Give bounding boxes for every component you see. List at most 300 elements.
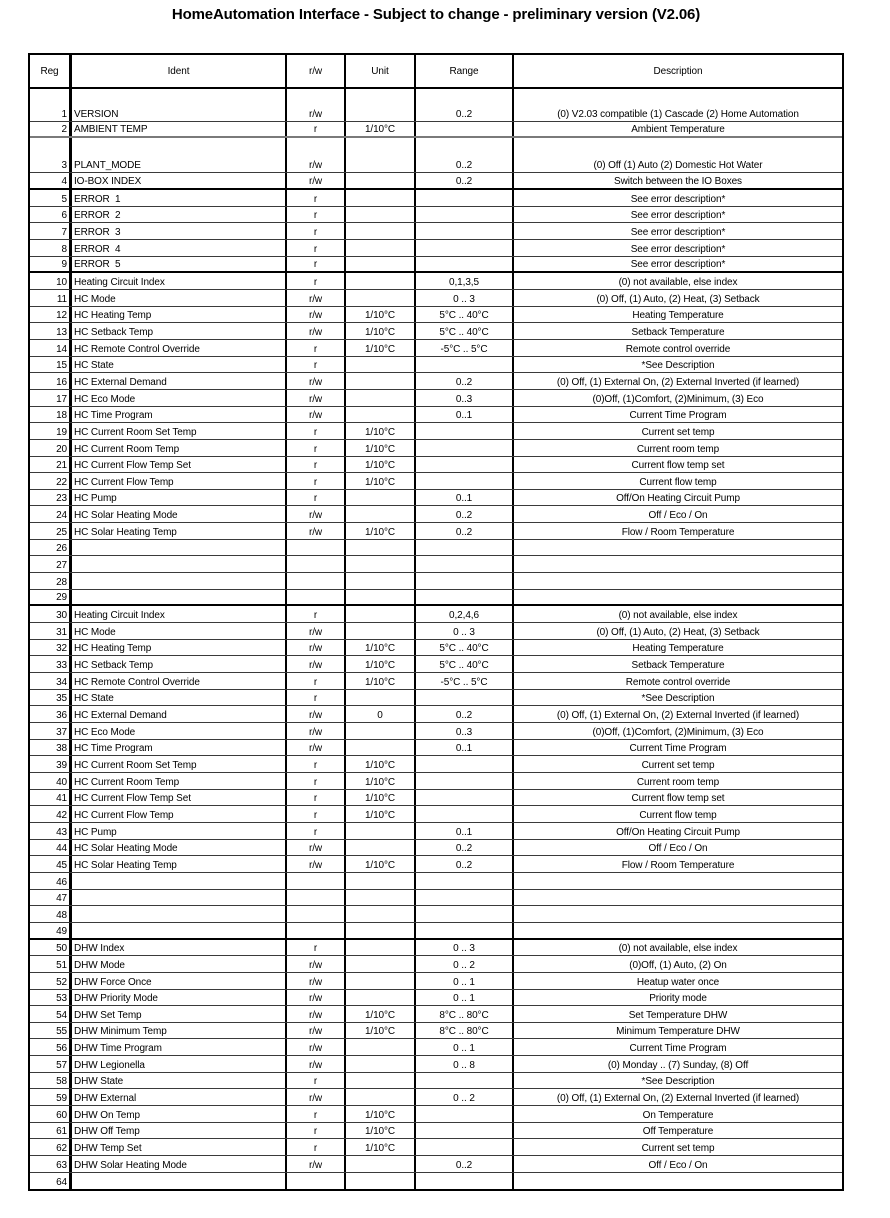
reg-cell: 15 (30, 357, 72, 373)
range-cell (416, 473, 514, 489)
unit-cell (346, 940, 416, 956)
ident-cell: DHW Solar Heating Mode (72, 1156, 287, 1172)
range-cell (416, 1106, 514, 1122)
table-row (30, 673, 842, 690)
reg-cell: 13 (30, 323, 72, 339)
description-cell: Heatup water once (636, 976, 720, 988)
ident-cell: HC Current Room Set Temp (72, 423, 287, 439)
ident-cell: HC Solar Heating Temp (72, 523, 287, 539)
table-row (30, 1139, 842, 1156)
description-cell: Setback Temperature (631, 660, 725, 672)
range-cell (416, 257, 514, 272)
table-row (30, 506, 842, 523)
unit-cell: 1/10°C (346, 773, 416, 789)
rw-cell: r/w (287, 656, 346, 672)
range-cell: -5°C .. 5°C (416, 673, 514, 689)
rw-cell: r/w (287, 1006, 346, 1022)
table-row (30, 640, 842, 657)
reg-cell: 46 (30, 873, 72, 889)
table-row (30, 1006, 842, 1023)
reg-cell: 34 (30, 673, 72, 689)
table-row (30, 473, 842, 490)
reg-cell: 56 (30, 1039, 72, 1055)
table-row (30, 690, 842, 707)
ident-cell (72, 906, 287, 922)
table-row (30, 740, 842, 757)
table-row (30, 373, 842, 390)
ident-cell (72, 540, 287, 556)
table-row (30, 1173, 842, 1190)
reg-cell: 52 (30, 973, 72, 989)
unit-cell (346, 1089, 416, 1105)
rw-cell: r/w (287, 373, 346, 389)
description-cell: Off / Eco / On (648, 843, 708, 855)
reg-cell: 51 (30, 956, 72, 972)
ident-cell: HC Current Room Temp (72, 440, 287, 456)
range-cell: 0 .. 1 (416, 973, 514, 989)
table-row (30, 606, 842, 623)
range-cell: 0..2 (416, 840, 514, 856)
rw-cell: r (287, 490, 346, 506)
reg-cell: 38 (30, 740, 72, 756)
rw-cell (287, 590, 346, 605)
header-ident: Ident (72, 55, 287, 87)
description-cell: Heating Temperature (632, 643, 724, 655)
rw-cell: r (287, 223, 346, 239)
range-cell (416, 240, 514, 256)
ident-cell: HC Current Flow Temp Set (72, 457, 287, 473)
range-cell: 0 .. 2 (416, 956, 514, 972)
unit-cell: 1/10°C (346, 1023, 416, 1039)
table-row (30, 523, 842, 540)
range-cell (416, 890, 514, 906)
range-cell: 0..2 (416, 373, 514, 389)
description-cell: Current flow temp (639, 476, 717, 488)
unit-cell: 1/10°C (346, 790, 416, 806)
unit-cell (346, 173, 416, 188)
range-cell (416, 540, 514, 556)
rw-cell: r/w (287, 138, 346, 172)
description-cell (514, 590, 842, 605)
rw-cell: r/w (287, 640, 346, 656)
ident-cell: HC Current Flow Temp (72, 473, 287, 489)
table-row (30, 407, 842, 424)
reg-cell: 8 (30, 240, 72, 256)
reg-cell: 44 (30, 840, 72, 856)
description-cell: Current room temp (636, 776, 720, 788)
rw-cell: r (287, 240, 346, 256)
table-row (30, 390, 842, 407)
unit-cell: 1/10°C (346, 1106, 416, 1122)
description-cell: (0) Off, (1) External On, (2) External Inverted (if learned) (556, 376, 800, 388)
rw-cell (287, 540, 346, 556)
table-row (30, 173, 842, 190)
rw-cell: r/w (287, 407, 346, 423)
ident-cell: DHW Mode (72, 956, 287, 972)
reg-cell: 42 (30, 806, 72, 822)
table-row (30, 323, 842, 340)
ident-cell (72, 890, 287, 906)
unit-cell: 1/10°C (346, 806, 416, 822)
ident-cell: DHW Force Once (72, 973, 287, 989)
reg-cell: 48 (30, 906, 72, 922)
rw-cell: r (287, 122, 346, 136)
unit-cell (346, 1073, 416, 1089)
description-cell: Remote control override (625, 676, 731, 688)
range-cell: 0..3 (416, 390, 514, 406)
description-cell: (0) not available, else index (618, 943, 738, 955)
ident-cell: ERROR 5 (72, 257, 287, 272)
reg-cell: 26 (30, 540, 72, 556)
rw-cell: r/w (287, 1056, 346, 1072)
rw-cell: r/w (287, 973, 346, 989)
range-cell (416, 457, 514, 473)
description-cell: Current set temp (641, 426, 715, 438)
rw-cell: r (287, 690, 346, 706)
ident-cell: IO-BOX INDEX (72, 173, 287, 188)
rw-cell: r/w (287, 1039, 346, 1055)
reg-cell: 40 (30, 773, 72, 789)
table-row (30, 856, 842, 873)
reg-cell: 3 (30, 138, 72, 172)
description-cell: Switch between the IO Boxes (614, 176, 742, 187)
reg-cell: 5 (30, 190, 72, 206)
unit-cell (346, 407, 416, 423)
range-cell: 0,1,3,5 (416, 273, 514, 289)
unit-cell (346, 506, 416, 522)
table-row (30, 1106, 842, 1123)
reg-cell: 12 (30, 307, 72, 323)
unit-cell (346, 573, 416, 589)
table-row (30, 257, 842, 274)
description-cell: Current flow temp set (631, 460, 725, 472)
range-cell: 5°C .. 40°C (416, 307, 514, 323)
rw-cell (287, 890, 346, 906)
table-row (30, 956, 842, 973)
rw-cell: r (287, 790, 346, 806)
table-row (30, 556, 842, 573)
table-row (30, 756, 842, 773)
table-row (30, 823, 842, 840)
range-cell: 0..1 (416, 407, 514, 423)
table-row (30, 873, 842, 890)
reg-cell: 18 (30, 407, 72, 423)
description-cell: See error description* (630, 243, 726, 255)
table-row (30, 1123, 842, 1140)
table-row (30, 773, 842, 790)
reg-cell: 59 (30, 1089, 72, 1105)
range-cell: 0..2 (416, 138, 514, 172)
rw-cell (287, 906, 346, 922)
description-cell: (0) not available, else index (618, 276, 738, 288)
table-row (30, 1089, 842, 1106)
table-row (30, 457, 842, 474)
reg-cell: 39 (30, 756, 72, 772)
rw-cell: r (287, 207, 346, 223)
ident-cell: HC Solar Heating Temp (72, 856, 287, 872)
unit-cell: 0 (346, 706, 416, 722)
reg-cell: 45 (30, 856, 72, 872)
range-cell: 0..2 (416, 173, 514, 188)
unit-cell: 1/10°C (346, 1006, 416, 1022)
table-row (30, 290, 842, 307)
unit-cell (346, 257, 416, 272)
reg-cell: 1 (30, 89, 72, 121)
range-cell: 8°C .. 80°C (416, 1006, 514, 1022)
description-cell: Current Time Program (629, 410, 727, 422)
range-cell: 5°C .. 40°C (416, 656, 514, 672)
range-cell (416, 756, 514, 772)
range-cell (416, 122, 514, 136)
ident-cell: PLANT_MODE (72, 138, 287, 172)
description-cell: (0) Off, (1) External On, (2) External Inverted (if learned) (556, 1093, 800, 1105)
description-cell: (0) Off, (1) Auto, (2) Heat, (3) Setback (596, 293, 760, 305)
range-cell (416, 1123, 514, 1139)
range-cell (416, 806, 514, 822)
ident-cell: VERSION (72, 89, 287, 121)
rw-cell: r/w (287, 990, 346, 1006)
range-cell (416, 223, 514, 239)
unit-cell: 1/10°C (346, 673, 416, 689)
unit-cell: 1/10°C (346, 122, 416, 136)
reg-cell: 30 (30, 606, 72, 622)
range-cell: 0..1 (416, 740, 514, 756)
table-row (30, 423, 842, 440)
rw-cell (287, 873, 346, 889)
range-cell: 0..2 (416, 1156, 514, 1172)
reg-cell: 58 (30, 1073, 72, 1089)
reg-cell: 61 (30, 1123, 72, 1139)
description-cell: Current room temp (636, 443, 720, 455)
reg-cell: 43 (30, 823, 72, 839)
ident-cell: ERROR 4 (72, 240, 287, 256)
ident-cell: DHW Minimum Temp (72, 1023, 287, 1039)
ident-cell: HC Heating Temp (72, 640, 287, 656)
reg-cell: 28 (30, 573, 72, 589)
reg-cell: 17 (30, 390, 72, 406)
description-cell: See error description* (630, 210, 726, 222)
ident-cell: HC External Demand (72, 373, 287, 389)
range-cell: 0..3 (416, 723, 514, 739)
range-cell (416, 773, 514, 789)
range-cell (416, 207, 514, 223)
table-row (30, 906, 842, 923)
range-cell: 0 .. 8 (416, 1056, 514, 1072)
rw-cell (287, 573, 346, 589)
rw-cell: r/w (287, 323, 346, 339)
unit-cell: 1/10°C (346, 473, 416, 489)
rw-cell: r (287, 423, 346, 439)
rw-cell: r/w (287, 307, 346, 323)
range-cell (416, 440, 514, 456)
ident-cell: HC Current Flow Temp (72, 806, 287, 822)
unit-cell (346, 1039, 416, 1055)
unit-cell: 1/10°C (346, 756, 416, 772)
range-cell (416, 556, 514, 572)
description-cell: Off / Eco / On (648, 510, 708, 522)
ident-cell: HC Eco Mode (72, 390, 287, 406)
range-cell: 0..2 (416, 856, 514, 872)
unit-cell (346, 138, 416, 172)
ident-cell: HC Solar Heating Mode (72, 506, 287, 522)
rw-cell: r/w (287, 723, 346, 739)
rw-cell: r (287, 273, 346, 289)
range-cell: 0 .. 1 (416, 1039, 514, 1055)
table-row (30, 207, 842, 224)
description-cell: Off/On Heating Circuit Pump (616, 493, 740, 505)
table-row (30, 273, 842, 290)
rw-cell: r/w (287, 740, 346, 756)
unit-cell (346, 923, 416, 938)
reg-cell: 7 (30, 223, 72, 239)
table-row (30, 307, 842, 324)
table-row (30, 122, 842, 138)
rw-cell: r (287, 473, 346, 489)
ident-cell: Heating Circuit Index (72, 606, 287, 622)
description-cell: Current set temp (641, 1143, 715, 1155)
rw-cell: r/w (287, 856, 346, 872)
unit-cell (346, 357, 416, 373)
description-cell: Current Time Program (629, 743, 727, 755)
ident-cell: HC Current Room Set Temp (72, 756, 287, 772)
reg-cell: 49 (30, 923, 72, 938)
rw-cell: r/w (287, 1156, 346, 1172)
reg-cell: 63 (30, 1156, 72, 1172)
description-cell: Minimum Temperature DHW (616, 1026, 740, 1038)
table-row (30, 1039, 842, 1056)
description-cell: Current Time Program (629, 1043, 727, 1055)
unit-cell: 1/10°C (346, 457, 416, 473)
ident-cell: AMBIENT TEMP (72, 122, 287, 136)
register-table (28, 53, 844, 1191)
ident-cell: HC Pump (72, 490, 287, 506)
ident-cell: DHW Set Temp (72, 1006, 287, 1022)
reg-cell: 21 (30, 457, 72, 473)
rw-cell: r/w (287, 956, 346, 972)
range-cell (416, 690, 514, 706)
table-row (30, 990, 842, 1007)
description-cell: Current flow temp set (631, 793, 725, 805)
table-row (30, 1073, 842, 1090)
reg-cell: 47 (30, 890, 72, 906)
table-row (30, 706, 842, 723)
table-row (30, 573, 842, 590)
reg-cell: 22 (30, 473, 72, 489)
document-title: HomeAutomation Interface - Subject to change - preliminary version (V2.06) (171, 6, 701, 23)
table-row (30, 89, 842, 122)
ident-cell: HC Setback Temp (72, 656, 287, 672)
table-row (30, 923, 842, 940)
range-cell (416, 190, 514, 206)
unit-cell (346, 390, 416, 406)
reg-cell: 32 (30, 640, 72, 656)
ident-cell: HC Setback Temp (72, 323, 287, 339)
ident-cell (72, 590, 287, 605)
unit-cell: 1/10°C (346, 640, 416, 656)
rw-cell: r (287, 806, 346, 822)
description-cell (514, 540, 842, 556)
rw-cell: r/w (287, 840, 346, 856)
unit-cell (346, 973, 416, 989)
rw-cell: r (287, 823, 346, 839)
range-cell: 5°C .. 40°C (416, 640, 514, 656)
description-cell: Flow / Room Temperature (621, 859, 735, 871)
reg-cell: 9 (30, 257, 72, 272)
ident-cell: HC Remote Control Override (72, 340, 287, 356)
reg-cell: 23 (30, 490, 72, 506)
description-cell: (0) Off (1) Auto (2) Domestic Hot Water (593, 160, 763, 171)
range-cell: 0 .. 3 (416, 290, 514, 306)
reg-cell: 24 (30, 506, 72, 522)
unit-cell: 1/10°C (346, 856, 416, 872)
rw-cell: r (287, 1139, 346, 1155)
header-reg: Reg (30, 55, 72, 87)
description-cell: Setback Temperature (631, 326, 725, 338)
description-cell: Set Temperature DHW (628, 1009, 728, 1021)
table-row (30, 806, 842, 823)
unit-cell (346, 606, 416, 622)
description-cell: (0) Off, (1) Auto, (2) Heat, (3) Setback (596, 626, 760, 638)
range-cell: 5°C .. 40°C (416, 323, 514, 339)
table-row (30, 590, 842, 607)
ident-cell: HC External Demand (72, 706, 287, 722)
description-cell: Off/On Heating Circuit Pump (616, 826, 740, 838)
description-cell: *See Description (641, 360, 715, 372)
table-row (30, 240, 842, 257)
unit-cell: 1/10°C (346, 656, 416, 672)
reg-cell: 50 (30, 940, 72, 956)
rw-cell: r/w (287, 1089, 346, 1105)
description-cell (514, 873, 842, 889)
range-cell: 0..2 (416, 89, 514, 121)
range-cell (416, 1139, 514, 1155)
ident-cell: HC Solar Heating Mode (72, 840, 287, 856)
unit-cell (346, 89, 416, 121)
rw-cell: r/w (287, 173, 346, 188)
ident-cell: ERROR 2 (72, 207, 287, 223)
reg-cell: 54 (30, 1006, 72, 1022)
unit-cell (346, 207, 416, 223)
ident-cell: DHW Time Program (72, 1039, 287, 1055)
ident-cell: DHW Legionella (72, 1056, 287, 1072)
table-row (30, 723, 842, 740)
rw-cell: r/w (287, 1023, 346, 1039)
ident-cell: HC Mode (72, 290, 287, 306)
description-cell: Heating Temperature (632, 310, 724, 322)
unit-cell (346, 690, 416, 706)
reg-cell: 57 (30, 1056, 72, 1072)
ident-cell (72, 923, 287, 938)
range-cell: 0 .. 2 (416, 1089, 514, 1105)
rw-cell: r (287, 440, 346, 456)
ident-cell: ERROR 3 (72, 223, 287, 239)
unit-cell (346, 890, 416, 906)
rw-cell: r (287, 773, 346, 789)
rw-cell: r/w (287, 506, 346, 522)
description-cell: Off Temperature (642, 1126, 714, 1138)
description-cell: (0) V2.03 compatible (1) Cascade (2) Home Automation (557, 109, 799, 120)
unit-cell: 1/10°C (346, 423, 416, 439)
rw-cell: r (287, 1106, 346, 1122)
rw-cell: r (287, 940, 346, 956)
ident-cell: DHW External (72, 1089, 287, 1105)
reg-cell: 11 (30, 290, 72, 306)
rw-cell: r (287, 673, 346, 689)
reg-cell: 37 (30, 723, 72, 739)
unit-cell (346, 290, 416, 306)
reg-cell: 62 (30, 1139, 72, 1155)
description-cell: Flow / Room Temperature (621, 526, 735, 538)
